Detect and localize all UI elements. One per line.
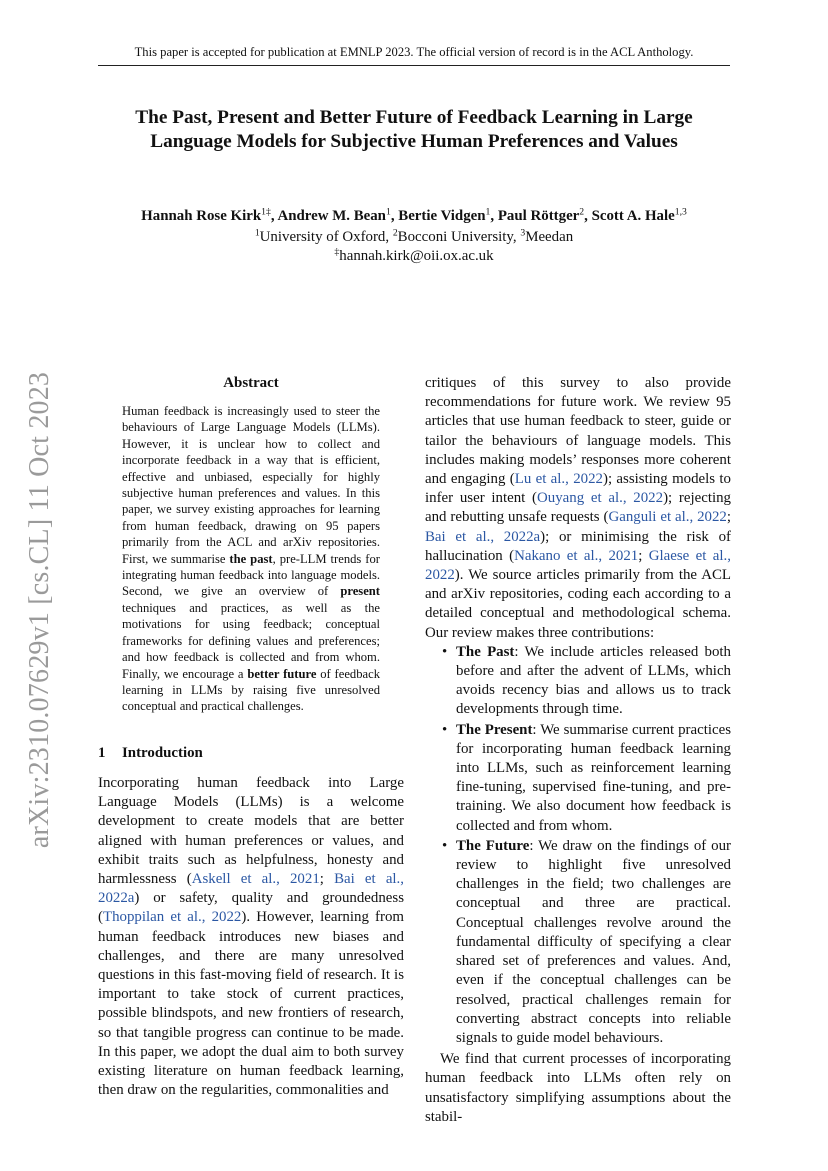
publication-note: This paper is accepted for publication at EMNLP 2023. The official version of record is in the ACL Anthology. <box>134 45 694 59</box>
paragraph: We find that current processes of incorporating human feedback into LLMs often rely on unsatisfactory simplifying assumptions about the stabil- <box>425 1051 731 1125</box>
citation-link[interactable]: Ganguli et al., 2022 <box>608 509 727 526</box>
title-line-1: The Past, Present and Better Future of Feedback Learning in Large <box>135 107 693 128</box>
citation-link[interactable]: Ouyang et al., 2022 <box>537 490 664 507</box>
bullet-icon: • <box>442 643 448 660</box>
list-item: • The Future: We draw on the findings of our review to highlight five unresolved challenges in the field; two challenges are conceptual and three are practical. Conceptual challenges revolve around the fundamental difficulty of specifying a clear shared set of preferences and values. And, even if the conceptual challenges can be resolved, practical challenges remain for converting abstract concepts into reliable signals to guide model behaviours. <box>442 837 731 1046</box>
author-list: Hannah Rose Kirk$^{1\ddagger}$, Andrew M. Bean$^1$, Bertie Vidgen$^1$, Paul Röttger$^2$, Scott A. Hale$^{1,3}$ <box>141 206 687 224</box>
citation-link[interactable]: Bai et al., 2022a <box>425 528 541 545</box>
author: Bertie Vidgen$^1$ <box>398 206 491 224</box>
citation-link[interactable]: Glaese et al., 2022 <box>425 547 731 584</box>
citation-link[interactable]: Lu et al., 2022 <box>514 471 603 488</box>
header-rule <box>98 65 730 66</box>
abstract-body: Human feedback is increasingly used to steer the behaviours of Large Language Models (LLMs). However, it is unclear how to collect and incorporate feedback in a way that is efficient, effective and unbiased, especially for highly subjective human preferences and values. In this paper, we survey existing approaches for learning from human feedback, drawing on 95 papers primarily from the ACL and arXiv repositories. First, we summarise the past, pre-LLM trends for integrating human feedback into language models. Second, we give an overview of present techniques and practices, as well as the motivations for using feedback; conceptual frameworks for defining values and preferences; and how feedback is collected and from whom. Finally, we encourage a better future of feedback learning in LLMs by raising five unresolved conceptual and practical challenges. <box>122 404 380 714</box>
list-item: • The Present: We summarise current practices for incorporating human feedback learning into LLMs, such as reinforcement learning fine-tuning, supervised fine-tuning, and pre-training. We also document how feedback is collected and from whom. <box>442 721 731 834</box>
affiliations: $^1$University of Oxford, $^2$Bocconi University, $^3$Meedan <box>254 227 574 245</box>
citation-link[interactable]: Nakano et al., 2021 <box>514 547 639 564</box>
paper-title <box>98 106 730 153</box>
list-item: • The Past: We include articles released both before and after the advent of LLMs, which avoids recency bias and allows us to track developments through time. <box>442 643 731 718</box>
bullet-icon: • <box>442 721 448 738</box>
abstract-heading: Abstract <box>223 375 279 391</box>
bullet-icon: • <box>442 837 448 854</box>
section-heading-introduction: 1 Introduction <box>98 745 203 761</box>
author: Scott A. Hale$^{1,3}$ <box>591 206 687 224</box>
introduction-body: Incorporating human feedback into Large Language Models (LLMs) is a welcome development to create models that are better aligned with human preferences or values, and exhibit traits such as helpfulness, honesty and harmlessness (Askell et al., 2021; Bai et al., 2022a) or safety, quality and groundedness (Thoppilan et al., 2022). However, learning from human feedback introduces new biases and challenges, and there are many unresolved questions in this fast-moving field of research. It is important to take stock of current practices, possible blindspots, and new frontiers of research, so that tangible progress can continue to be made. In this paper, we adopt the dual aim to both survey existing literature on human feedback learning, then draw on the regularities, commonalities and <box>98 775 405 1099</box>
author: Hannah Rose Kirk$^{1\ddagger}$ <box>141 206 271 224</box>
citation-link[interactable]: Askell et al., 2021 <box>191 871 320 888</box>
contact-email[interactable]: ‡hannah.kirk@oii.ox.ac.uk <box>334 246 494 264</box>
citation-link[interactable]: Thoppilan et al., 2022 <box>102 909 242 926</box>
contributions-list <box>425 643 731 1048</box>
author: Paul Röttger$^2$ <box>497 206 585 224</box>
right-column: critiques of this survey to also provide recommendations for future work. We review 95 articles that use human feedback to steer, guide or tailor the behaviours of language models. This includes making models’ responses more coherent and engaging (Lu et al., 2022); assisting models to infer user intent (Ouyang et al., 2022); rejecting and rebutting unsafe requests (Ganguli et al., 2022; Bai et al., 2022a); or minimising the risk of hallucination (Nakano et al., 2021; Glaese et al., 2022). We source articles primarily from the ACL and arXiv repositories, coding each according to a detailed conceptual and methodological schema. Our review makes three contributions: • The Past: We include articles released both before and after the advent of LLMs, which avoids recency bias and allows us to track developments through time. • The Present: We summarise current practices for incorporating human feedback learning into LLMs, such as reinforcement learning fine-tuning, supervised fine-tuning, and pre-training. We also document how feedback is collected and from whom. • The Future: We draw on the findings of our review to highlight five unresolved challenges in the field; two challenges are conceptual and three are practical. Conceptual challenges revolve around the fundamental difficulty of specifying a clear shared set of preferences and values. And, even if the conceptual challenges can be resolved, practical challenges remain for converting abstract concepts into reliable signals to guide model behaviours. We find that current processes of incorporating human feedback into LLMs often rely on unsatisfactory simplifying assumptions about the stabil- <box>425 374 731 1127</box>
arxiv-identifier: arXiv:2310.07629v1 [cs.CL] 11 Oct 2023 <box>24 371 55 849</box>
author: Andrew M. Bean$^1$ <box>277 206 391 224</box>
title-line-2: Language Models for Subjective Human Preferences and Values <box>150 130 678 152</box>
citation-link[interactable]: Bai et al., 2022a <box>98 871 405 907</box>
